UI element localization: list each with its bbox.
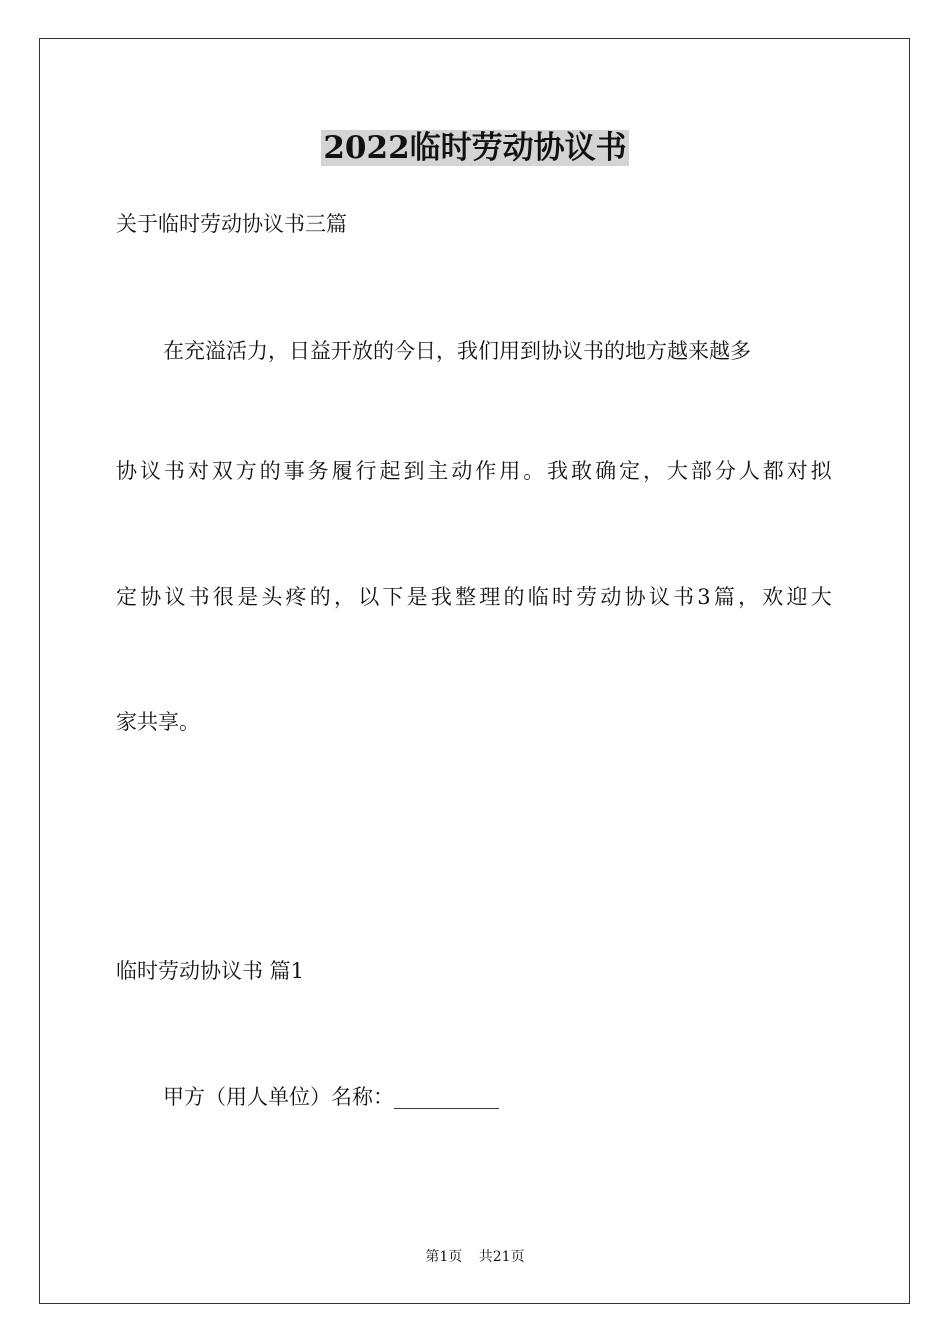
party-a-name-line: 甲方（用人单位）名称：__________ — [163, 1085, 499, 1109]
document-subtitle: 关于临时劳动协议书三篇 — [116, 212, 347, 236]
intro-line-1: 在充溢活力，日益开放的今日，我们用到协议书的地方越来越多 — [163, 339, 751, 363]
page-footer — [0, 1247, 950, 1267]
intro-line-4: 家共享。 — [116, 710, 200, 734]
page-number-current: 第1页 — [425, 1249, 463, 1265]
section-heading: 临时劳动协议书 篇1 — [116, 959, 305, 983]
document-title-text: 2022临时劳动协议书 — [323, 130, 627, 166]
page-number-total: 共21页 — [478, 1249, 525, 1265]
document-title — [0, 126, 950, 170]
intro-line-2: 协 议 书 对 双 方 的 事 务 履 行 起 到 主 动 作 用 。 我 敢 确 定 ， 大 部 分 人 都 对 拟 — [116, 459, 832, 483]
intro-line-3: 定 协 议 书 很 是 头 疼 的 ， 以 下 是 我 整 理 的 临 时 劳 动 协 议 书 3 篇 ， 欢 迎 大 — [116, 585, 832, 609]
